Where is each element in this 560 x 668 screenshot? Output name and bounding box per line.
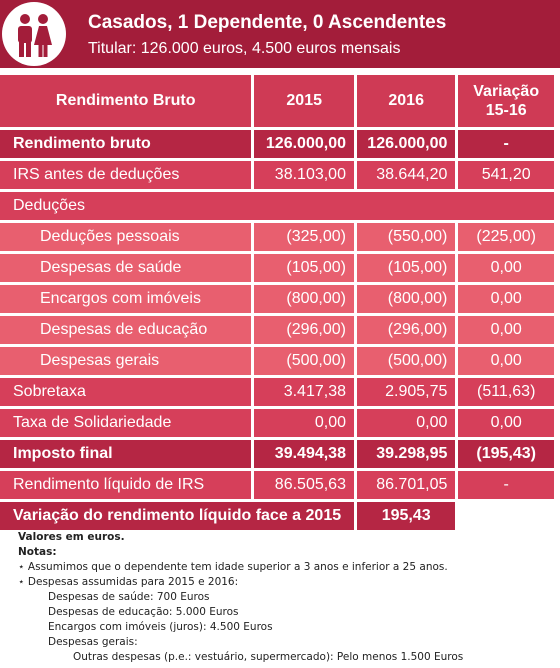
cell-2016: 86.701,05 [357, 471, 455, 499]
table-header-row [0, 75, 554, 127]
notes-section [18, 530, 548, 665]
table-row [0, 254, 554, 282]
row-label: Deduções pessoais [0, 223, 251, 251]
note-expenses: ⋆ Despesas assumidas para 2015 e 2016: [18, 576, 239, 588]
row-label: Sobretaxa [0, 378, 251, 406]
cell-variation: 0,00 [458, 316, 554, 344]
cell-2015: 3.417,38 [254, 378, 354, 406]
row-label: Despesas de educação [0, 316, 251, 344]
table-row [0, 347, 554, 375]
table-row [0, 285, 554, 313]
table-row [0, 440, 554, 468]
note-dependent: ⋆ Assumimos que o dependente tem idade superior a 3 anos e inferior a 25 anos. [18, 561, 448, 573]
row-label: Despesas de saúde [0, 254, 251, 282]
cell-2016: (550,00) [357, 223, 455, 251]
empty-cell [458, 502, 554, 530]
cell-variation: 0,00 [458, 254, 554, 282]
header-variation [458, 75, 554, 127]
table-row [0, 161, 554, 189]
couple-icon [2, 2, 66, 66]
header-banner [0, 0, 560, 68]
cell-2016: (105,00) [357, 254, 455, 282]
row-label: Encargos com imóveis [0, 285, 251, 313]
table-row [0, 378, 554, 406]
header-2015: 2015 [254, 75, 354, 127]
table-row [0, 223, 554, 251]
expense-health: Despesas de saúde: 700 Euros [48, 591, 210, 603]
cell-2015: 38.103,00 [254, 161, 354, 189]
row-label: Rendimento líquido de IRS [0, 471, 251, 499]
cell-2016: (500,00) [357, 347, 455, 375]
cell-2015: (105,00) [254, 254, 354, 282]
row-label: Rendimento bruto [0, 130, 251, 158]
expense-other: Outras despesas (p.e.: vestuário, supermercado): Pelo menos 1.500 Euros [73, 651, 464, 663]
row-label: IRS antes de deduções [0, 161, 251, 189]
row-label: Taxa de Solidariedade [0, 409, 251, 437]
page-title: Casados, 1 Dependente, 0 Ascendentes [88, 12, 447, 33]
table-row [0, 130, 554, 158]
header-variation-label: Variação 15-16 [473, 83, 540, 119]
table-row-deductions-heading [0, 192, 554, 220]
cell-variation: 0,00 [458, 409, 554, 437]
cell-variation: 0,00 [458, 347, 554, 375]
table-row-final [0, 502, 554, 530]
row-label: Despesas gerais [0, 347, 251, 375]
cell-2016: (296,00) [357, 316, 455, 344]
cell-2016: 126.000,00 [357, 130, 455, 158]
cell-2015: (800,00) [254, 285, 354, 313]
final-value: 195,43 [357, 502, 455, 530]
cell-2015: 0,00 [254, 409, 354, 437]
cell-2015: 126.000,00 [254, 130, 354, 158]
row-label: Imposto final [0, 440, 251, 468]
expense-education: Despesas de educação: 5.000 Euros [48, 606, 239, 618]
tax-table [0, 72, 557, 533]
table-row [0, 409, 554, 437]
expense-housing: Encargos com imóveis (juros): 4.500 Euros [48, 621, 273, 633]
notes-heading: Notas: [18, 546, 57, 558]
table-row [0, 471, 554, 499]
cell-2015: (500,00) [254, 347, 354, 375]
cell-2015: (296,00) [254, 316, 354, 344]
units-note: Valores em euros. [18, 531, 125, 543]
header-2016: 2016 [357, 75, 455, 127]
cell-2015: 39.494,38 [254, 440, 354, 468]
row-label: Deduções [0, 192, 554, 220]
cell-variation: 0,00 [458, 285, 554, 313]
cell-variation: (511,63) [458, 378, 554, 406]
expense-general: Despesas gerais: [48, 636, 138, 648]
cell-2016: 39.298,95 [357, 440, 455, 468]
cell-2016: 38.644,20 [357, 161, 455, 189]
cell-variation: (195,43) [458, 440, 554, 468]
cell-variation: - [458, 130, 554, 158]
cell-2015: 86.505,63 [254, 471, 354, 499]
header-label: Rendimento Bruto [0, 75, 251, 127]
cell-variation: - [458, 471, 554, 499]
cell-variation: 541,20 [458, 161, 554, 189]
cell-variation: (225,00) [458, 223, 554, 251]
final-label: Variação do rendimento líquido face a 2015 [0, 502, 354, 530]
cell-2016: 0,00 [357, 409, 455, 437]
page-subtitle: Titular: 126.000 euros, 4.500 euros mensais [88, 40, 401, 57]
cell-2016: 2.905,75 [357, 378, 455, 406]
cell-2015: (325,00) [254, 223, 354, 251]
table-row [0, 316, 554, 344]
cell-2016: (800,00) [357, 285, 455, 313]
